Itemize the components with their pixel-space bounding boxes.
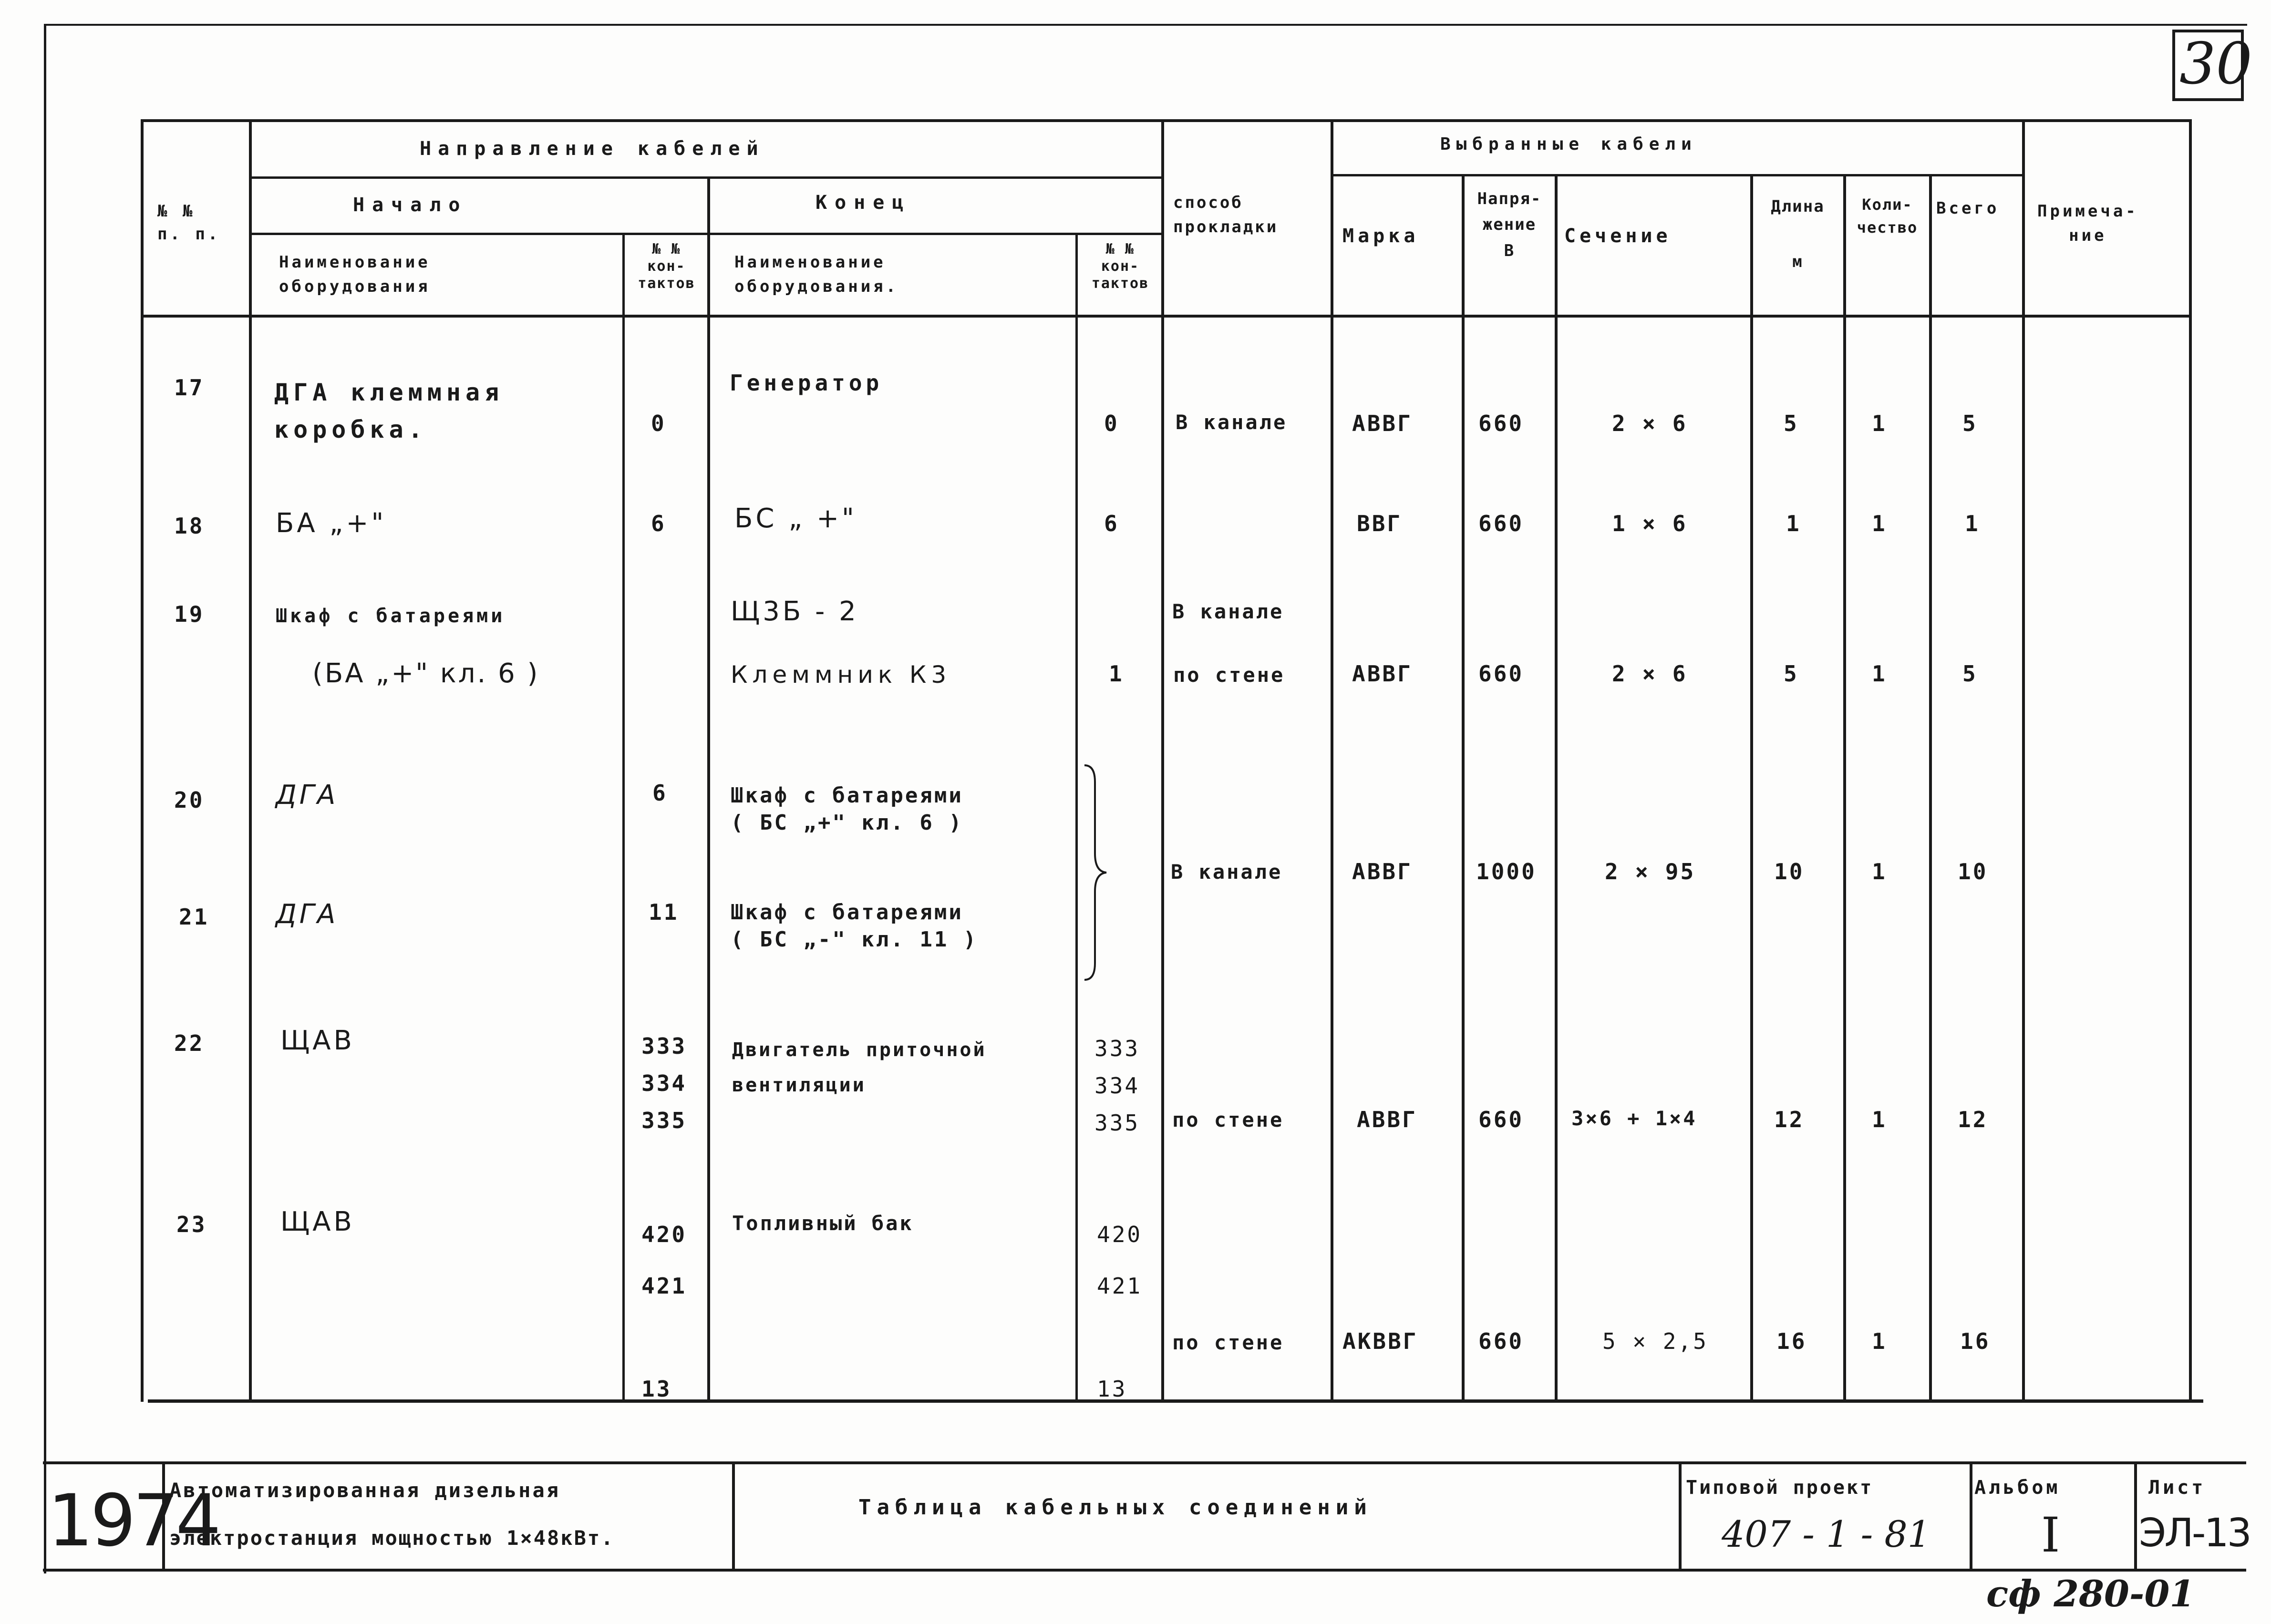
row-21-voltage: 1000	[1476, 859, 1537, 884]
stamp-project-title-2: электростанция мощностью 1×48кВт.	[169, 1526, 615, 1550]
row-18-start-contacts: 6	[651, 511, 666, 536]
header-equipment-start: Наименование оборудования	[279, 253, 431, 296]
row-21-mark: АВВГ	[1352, 859, 1413, 884]
row-19-total: 5	[1962, 661, 1978, 687]
row-20-end: Шкаф с батареями ( БС „+" кл. 6 )	[731, 783, 963, 835]
header-selected-cables: Выбранные кабели	[1440, 134, 1697, 154]
row-23-end-contacts: 420 421 13	[1097, 1222, 1143, 1402]
row-23-mark: АКВВГ	[1342, 1328, 1418, 1354]
row-22-total: 12	[1958, 1107, 1988, 1132]
stamp-sheet-label: Лист	[2148, 1477, 2206, 1499]
row-21-length: 10	[1774, 859, 1805, 884]
stamp-sheet-title: Таблица кабельных соединений	[858, 1495, 1373, 1520]
stamp-sheet-value: ЭЛ-13	[2139, 1511, 2250, 1556]
row-18-length: 1	[1786, 511, 1801, 536]
row-17-length: 5	[1784, 411, 1799, 436]
row-18-no: 18	[174, 513, 205, 539]
row-19-mark: АВВГ	[1352, 661, 1413, 687]
header-equipment-end: Наименование оборудования.	[734, 253, 899, 296]
stamp-typical-project-label: Типовой проект	[1686, 1477, 1874, 1499]
row-18-voltage: 660	[1478, 511, 1524, 536]
header-mark: Марка	[1342, 225, 1419, 247]
row-17-qty: 1	[1872, 411, 1887, 436]
row-18-total: 1	[1965, 511, 1980, 536]
header-voltage: Напря- жение В	[1477, 189, 1542, 260]
row-23-total: 16	[1960, 1328, 1991, 1354]
header-start: Начало	[353, 194, 468, 216]
header-length: Длина м	[1771, 197, 1825, 271]
row-19-end-contacts: 1	[1109, 661, 1124, 687]
row-19-end: Щ3Б - 2	[731, 596, 859, 627]
row-19-section: 2 × 6	[1612, 661, 1688, 687]
row-17-start: ДГА клеммная коробка.	[274, 379, 504, 443]
row-20-no: 20	[174, 787, 205, 813]
frame-top-line	[44, 24, 2247, 26]
row-23-qty: 1	[1872, 1328, 1887, 1354]
row-21-end: Шкаф с батареями ( БС „-" кл. 11 )	[731, 900, 978, 952]
header-section: Сечение	[1564, 225, 1672, 247]
row-19-no: 19	[174, 601, 205, 627]
row-18-qty: 1	[1872, 511, 1887, 536]
header-col-no: № № п. п.	[157, 202, 221, 244]
row-23-end: Топливный бак	[732, 1212, 914, 1235]
row-17-total: 5	[1962, 411, 1978, 436]
row-20-start: ДГА	[276, 780, 339, 811]
row-22-voltage: 660	[1478, 1107, 1524, 1132]
row-22-end: Двигатель приточной вентиляции	[732, 1039, 987, 1096]
row-18-mark: ВВГ	[1357, 511, 1403, 536]
row-22-no: 22	[174, 1030, 205, 1056]
row-17-start-contacts: 0	[651, 411, 666, 436]
row-19-qty: 1	[1872, 661, 1887, 687]
row-19-end-extra: Клеммник К3	[731, 661, 951, 689]
stamp-album-label: Альбом	[1974, 1477, 2061, 1499]
stamp-project-title-1: Автоматизированная дизельная	[169, 1479, 561, 1502]
row-17-end: Генератор	[730, 370, 883, 396]
row-23-start-contacts: 420 421 13	[641, 1222, 687, 1402]
row-17-method: В канале	[1176, 411, 1288, 434]
row-21-no: 21	[179, 904, 209, 930]
header-quantity: Коли- чество	[1857, 195, 1918, 236]
row-19-voltage: 660	[1478, 661, 1524, 687]
row-20-start-contacts: 6	[652, 780, 668, 806]
row-19-method: В канале	[1172, 600, 1284, 623]
row-19-start: Шкаф с батареями	[276, 605, 506, 627]
row-18-start: БА „+"	[276, 508, 387, 539]
row-18-section: 1 × 6	[1612, 511, 1688, 536]
header-contacts-start: № № кон- тактов	[638, 241, 695, 292]
row-21-section: 2 × 95	[1605, 859, 1696, 884]
row-17-section: 2 × 6	[1612, 411, 1688, 436]
row-23-start: ЩАВ	[280, 1206, 355, 1237]
header-direction: Направление кабелей	[420, 138, 765, 160]
row-17-voltage: 660	[1478, 411, 1524, 436]
row-23-length: 16	[1776, 1328, 1807, 1354]
row-21-start: ДГА	[276, 899, 339, 930]
row-21-start-contacts: 11	[649, 899, 679, 925]
frame-left-line	[44, 24, 46, 1573]
row-22-end-contacts: 333 334 335	[1094, 1036, 1140, 1136]
stamp-typical-project-value: 407 - 1 - 81	[1722, 1513, 1931, 1555]
row-23-voltage: 660	[1478, 1328, 1524, 1354]
brace-rows-20-21	[1082, 763, 1110, 982]
row-22-length: 12	[1774, 1107, 1805, 1132]
row-17-mark: АВВГ	[1352, 411, 1413, 436]
row-17-no: 17	[174, 375, 205, 401]
header-method: способ прокладки	[1173, 193, 1279, 236]
header-contacts-end: № № кон- тактов	[1091, 241, 1149, 292]
stamp-year: 1974	[48, 1480, 218, 1562]
footer-code: сф 280-01	[1986, 1573, 2195, 1615]
row-22-start-contacts: 333 334 335	[641, 1033, 687, 1134]
header-total: Всего	[1936, 199, 2000, 218]
header-note: Примеча- ние	[2037, 202, 2138, 245]
row-18-end: БС „ +"	[734, 503, 857, 534]
sheet-number: 30	[2179, 31, 2252, 97]
row-19-start-extra: (БА „+" кл. 6 )	[312, 658, 540, 689]
row-18-end-contacts: 6	[1104, 511, 1119, 536]
row-19-method-extra: по стене	[1173, 663, 1285, 687]
row-17-end-contacts: 0	[1104, 411, 1119, 436]
row-22-mark: АВВГ	[1357, 1107, 1417, 1132]
row-21-method: В канале	[1171, 860, 1283, 884]
row-22-start: ЩАВ	[280, 1025, 355, 1056]
row-22-qty: 1	[1872, 1107, 1887, 1132]
row-21-total: 10	[1958, 859, 1988, 884]
row-19-length: 5	[1784, 661, 1799, 687]
row-23-no: 23	[176, 1212, 207, 1237]
row-22-section: 3×6 + 1×4	[1571, 1107, 1697, 1130]
header-end: Конец	[815, 192, 911, 214]
stamp-album-value: I	[2041, 1507, 2060, 1563]
row-21-qty: 1	[1872, 859, 1887, 884]
row-23-section: 5 × 2,5	[1602, 1328, 1708, 1354]
row-23-method: по стене	[1172, 1331, 1284, 1354]
row-22-method: по стене	[1172, 1108, 1284, 1131]
